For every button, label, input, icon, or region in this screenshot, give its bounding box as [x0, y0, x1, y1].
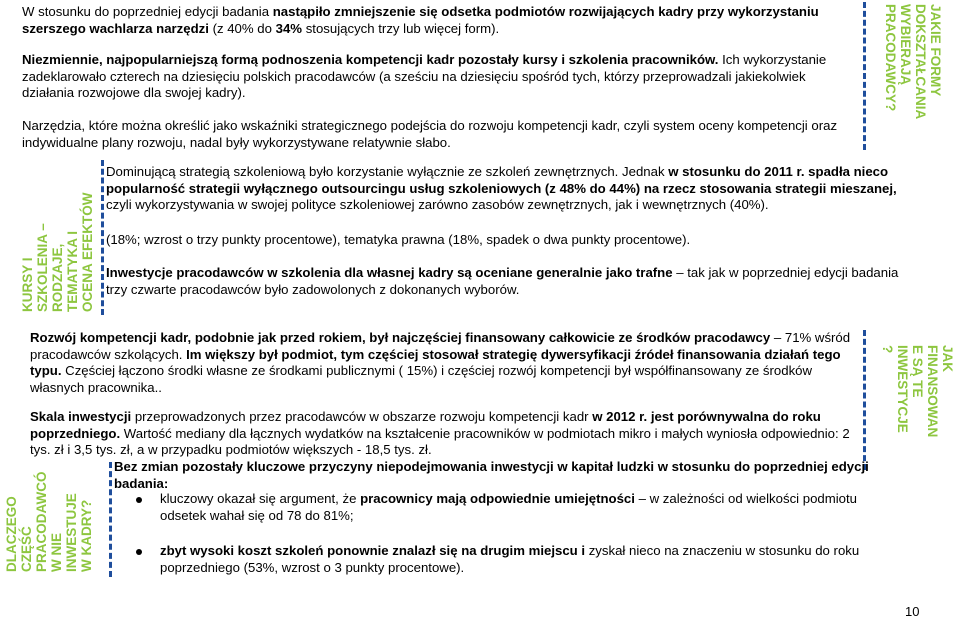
text-run: Częściej łączono środki własne ze środkami publicznymi ( 15%) i częściej rozwój kompetencji był współfinansowany ze środków własnych pracownika.. — [30, 363, 813, 395]
text-run: Im większy był podmiot, tym częściej stosował strategię dywersyfikacji źródeł finansowania działań tego typu. — [30, 346, 841, 379]
finanse-paragraph-1 — [30, 330, 860, 396]
text-run: nastąpiło zmniejszenie się odsetka podmiotów rozwijających kadry przy wykorzystaniu szerszego wachlarza narzędzi — [22, 4, 819, 36]
kursy-paragraph-2: (18%; wzrost o trzy punkty procentowe), tematyka prawna (18%, spadek o dwa punkty procentowe). — [106, 232, 691, 247]
label-line: RODZAJE, — [50, 243, 65, 312]
label-line: DLACZEGO — [4, 496, 19, 572]
text-run: – 71% wśród pracodawców szkolących. — [30, 330, 851, 362]
label-kursy-szkolenia — [20, 193, 95, 313]
text-run: Rozwój kompetencji kadr, podobnie jak przed rokiem, był najczęściej finansowany całkowicie ze środków pracodawcy — [30, 330, 771, 345]
label-line: W KADRY? — [79, 499, 94, 572]
text-run: (z 40% do — [208, 20, 276, 36]
divider-dlaczego — [109, 462, 112, 577]
page-number: 10 — [905, 604, 920, 619]
label-line: INWESTUJE — [64, 493, 79, 572]
text-run: Inwestycje pracodawców w szkolenia dla własnej kadry są oceniane generalnie jako trafne — [106, 265, 673, 280]
intro-paragraph-2 — [22, 52, 844, 102]
text-run: w 2012 r. jest porównywalna do roku poprzedniego. — [30, 409, 821, 441]
text-run: Ich wykorzystanie zadeklarowało czterech na dziesięciu polskich pracodawców (a sześciu na dziesięciu spośród tych, którzy przeprowadzali jakiekolwiek działania rozwojowe dla swojej kadry). — [22, 52, 827, 101]
divider-formy — [863, 2, 866, 150]
text-run: zyskał nieco na znaczeniu w stosunku do roku poprzedniego (53%, wzrost o 3 punkty procentowe). — [160, 543, 860, 575]
kursy-paragraph-3 — [106, 265, 906, 298]
label-jakie-formy — [883, 4, 943, 119]
bullet-marker-1 — [136, 497, 142, 503]
text-run: kluczowy okazał się argument, że — [160, 491, 361, 506]
label-line: OCENA EFEKTÓW — [80, 192, 95, 312]
label-line: TEMATYKA I — [65, 231, 80, 312]
kursy-paragraph-1 — [106, 164, 918, 214]
text-run: – tak jak w poprzedniej edycji badania trzy czwarte pracodawców było zadowolonych z dokonanych wyborów. — [106, 265, 899, 297]
label-line: JAKIE FORMY — [928, 4, 943, 97]
bullet-marker-2 — [136, 549, 142, 555]
text-run: w stosunku do 2011 r. spadła nieco popularność strategii wyłącznego outsourcingu usług szkoleniowych (z 48% do 44%) na rzecz stosowania strategii mieszanej, — [106, 164, 897, 196]
text-run: zbyt wysoki koszt szkoleń ponownie znalazł się na drugim miejscu i — [160, 543, 586, 558]
intro-paragraph-3: Narzędzia, które można określić jako wskaźniki strategicznego podejścia do rozwoju kompetencji kadr, czyli system oceny kompetencji oraz indywidualne plany rozwoju, nadal były wykorzystywane relatywnie słabo. — [22, 118, 838, 150]
label-line: W NIE — [49, 533, 64, 572]
label-line: E SĄ TE — [910, 345, 925, 398]
dlaczego-bullet-1 — [160, 491, 860, 524]
text-run: 34% — [275, 20, 303, 36]
text-run: Skala inwestycji — [30, 409, 132, 424]
intro-paragraph-1 — [22, 4, 844, 37]
label-line: INWESTYCJE — [895, 345, 910, 433]
text-run: – w zależności od wielkości podmiotu odsetek wahał się od 78 do 81%; — [160, 491, 858, 523]
text-run: Niezmiennie, najpopularniejszą formą podnoszenia kompetencji kadr pozostały kursy i szkolenia pracowników. — [22, 52, 719, 67]
finanse-paragraph-2 — [30, 409, 860, 459]
text-run: W stosunku do poprzedniej edycji badania — [22, 4, 273, 19]
text-run: przeprowadzonych przez pracodawców w obszarze rozwoju kompetencji kadr — [131, 409, 593, 424]
label-line: DOKSZTAŁCANIA — [913, 4, 928, 120]
label-dlaczego — [4, 472, 94, 573]
text-run: stosujących trzy lub więcej form). — [302, 20, 500, 36]
label-line: WYBIERAJĄ — [898, 4, 913, 86]
label-line: KURSY I — [20, 257, 35, 312]
label-line: SZKOLENIA – — [35, 223, 50, 312]
text-run: Wartość mediany dla łącznych wydatków na kształcenie pracowników w podmiotach mikro i małych wyniosła odpowiednio: 2 tys. zł i 3,5 tys. zł, a w przypadku podmiotów większych - 18,5 tys. zł. — [30, 425, 850, 458]
divider-kursy — [101, 160, 104, 315]
text-run: czyli wykorzystywania w swojej polityce szkoleniowej zarówno zasobów zewnętrznych, jak i wewnętrznych (40%). — [106, 197, 769, 213]
label-line: PRACODAWCY? — [883, 4, 898, 112]
label-line: CZĘŚĆ — [19, 526, 34, 572]
text-run: pracownicy mają odpowiednie umiejętności — [360, 491, 635, 506]
label-line: JAK — [940, 345, 955, 373]
dlaczego-bullet-2 — [160, 543, 860, 576]
dlaczego-lead: Bez zmian pozostały kluczowe przyczyny niepodejmowania inwestycji w kapitał ludzki w stosunku do poprzedniej edycji badania: — [114, 459, 869, 491]
label-line: ? — [880, 345, 895, 354]
label-line: PRACODAWCÓ — [34, 471, 49, 572]
divider-finanse — [863, 330, 866, 470]
text-run: Dominującą strategią szkoleniową było korzystanie wyłącznie ze szkoleń zewnętrznych. Jednak — [106, 164, 669, 179]
label-line: FINANSOWAN — [925, 345, 940, 438]
label-jak-finansowane — [880, 345, 955, 437]
